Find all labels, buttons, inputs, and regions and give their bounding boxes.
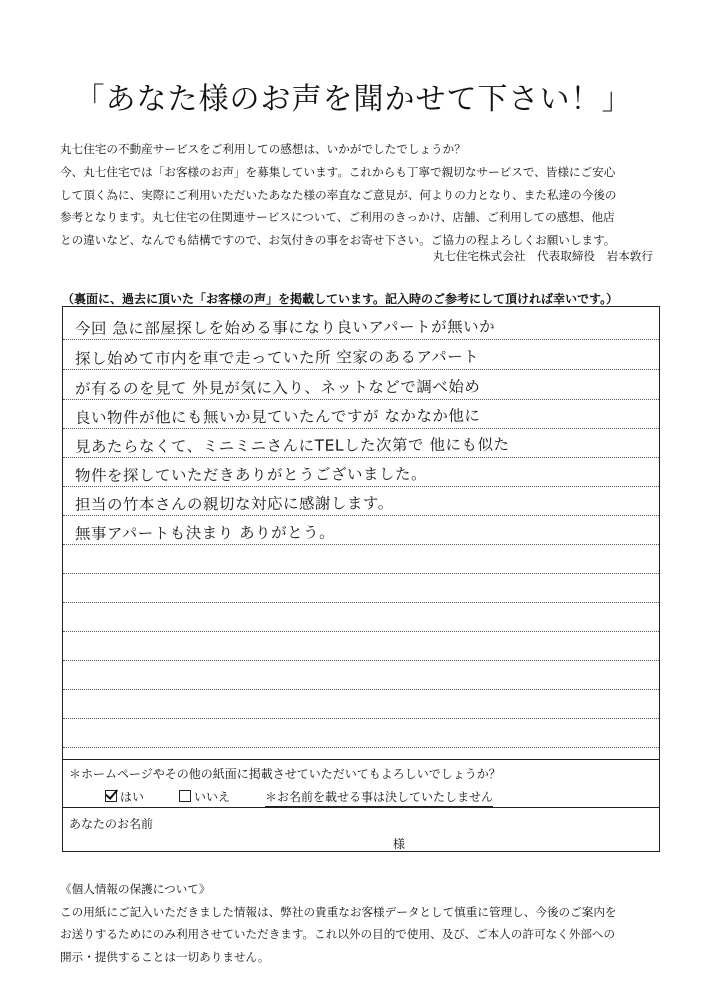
ruled-line — [63, 369, 659, 370]
ruled-line — [63, 631, 659, 632]
handwriting-area[interactable] — [63, 307, 659, 759]
publish-question: ＊ホームページやその他の紙面に掲載させていただいてもよろしいでしょうか？ — [69, 767, 501, 781]
ruled-line — [63, 660, 659, 661]
checkbox-checked-icon[interactable] — [105, 790, 117, 802]
reference-note: （裏面に、過去に頂いた「お客様の声」を掲載しています。記入時のご参考にして頂ければ幸いです。） — [62, 292, 619, 306]
company-signature: 丸七住宅株式会社 代表取締役 岩本敦行 — [432, 249, 653, 263]
section-divider — [63, 759, 659, 760]
name-label: あなたのお名前 — [69, 817, 154, 831]
ruled-line — [63, 747, 659, 748]
privacy-line: お送りするためにのみ利用させていただきます。これ以外の目的で使用、及び、ご本人の許可なく外部への — [60, 927, 616, 941]
intro-line: 今、丸七住宅では「お客様のお声」を募集しています。これからも丁寧で親切なサービスで、皆様にご安心 — [60, 164, 616, 179]
honorific-sama: 様 — [393, 837, 406, 851]
ruled-line — [63, 515, 659, 516]
privacy-notice — [60, 878, 670, 968]
intro-line: して頂く為に、実際にご利用いただいたあなた様の率直なご意見が、何よりの力となり、また私達の今後の — [60, 187, 617, 202]
handwritten-line: 今回 急に部屋探しを始める事になり良いアパートが無いか — [74, 317, 496, 338]
feedback-form — [62, 306, 660, 852]
handwritten-line: 物件を探していただきありがとうございました。 — [74, 465, 428, 485]
ruled-line — [63, 573, 659, 574]
ruled-line — [63, 718, 659, 719]
page-title: 「あなた様のお声を聞かせて下さい！」 — [74, 82, 633, 117]
handwritten-line: 無事アパートも決まり ありがとう。 — [74, 523, 336, 543]
ruled-line — [63, 544, 659, 545]
section-divider — [63, 807, 659, 808]
ruled-line — [63, 689, 659, 690]
handwritten-line: 見あたらなくて、ミニミニさんにTELした次第で 他にも似た — [74, 435, 510, 456]
handwritten-line: 良い物件が他にも無いか見ていたんですが なかなか他に — [74, 406, 481, 427]
ruled-line — [63, 339, 659, 340]
option-yes[interactable] — [105, 788, 144, 805]
handwritten-line: が有るのを見て 外見が気に入り、ネットなどで調べ始め — [74, 377, 481, 398]
privacy-line: 開示・提供することは一切ありません。 — [60, 949, 270, 964]
intro-text — [60, 138, 660, 252]
ruled-line — [63, 457, 659, 458]
checkbox-icon[interactable] — [179, 790, 191, 802]
name-privacy-note: ＊お名前を載せる事は決していたしません — [265, 788, 493, 807]
ruled-line — [63, 399, 659, 400]
option-no-label: いいえ — [194, 790, 231, 804]
option-yes-label: はい — [120, 790, 145, 804]
intro-line: との違いなど、なんでも結構ですので、お気付きの事をお寄せ下さい。ご協力の程よろしくお願いします。 — [60, 233, 616, 248]
option-no[interactable] — [179, 788, 230, 805]
handwritten-line: 探し始めて市内を車で走っていた所 空家のあるアパート — [74, 347, 480, 368]
intro-line: 参考となります。丸七住宅の住関連サービスについて、ご利用のきっかけ、店舗、ご利用しての感想、他店 — [60, 210, 615, 225]
handwritten-line: 担当の竹本さんの親切な対応に感謝します。 — [74, 494, 394, 514]
privacy-line: この用紙にご記入いただきました情報は、弊社の貴重なお客様データとして慎重に管理し、今後のご案内を — [60, 904, 617, 919]
ruled-line — [63, 428, 659, 429]
ruled-line — [63, 602, 659, 603]
privacy-heading: 《個人情報の保護について》 — [60, 882, 211, 896]
ruled-line — [63, 486, 659, 487]
intro-line: 丸七住宅の不動産サービスをご利用しての感想は、いかがでしたでしょうか？ — [60, 142, 466, 156]
